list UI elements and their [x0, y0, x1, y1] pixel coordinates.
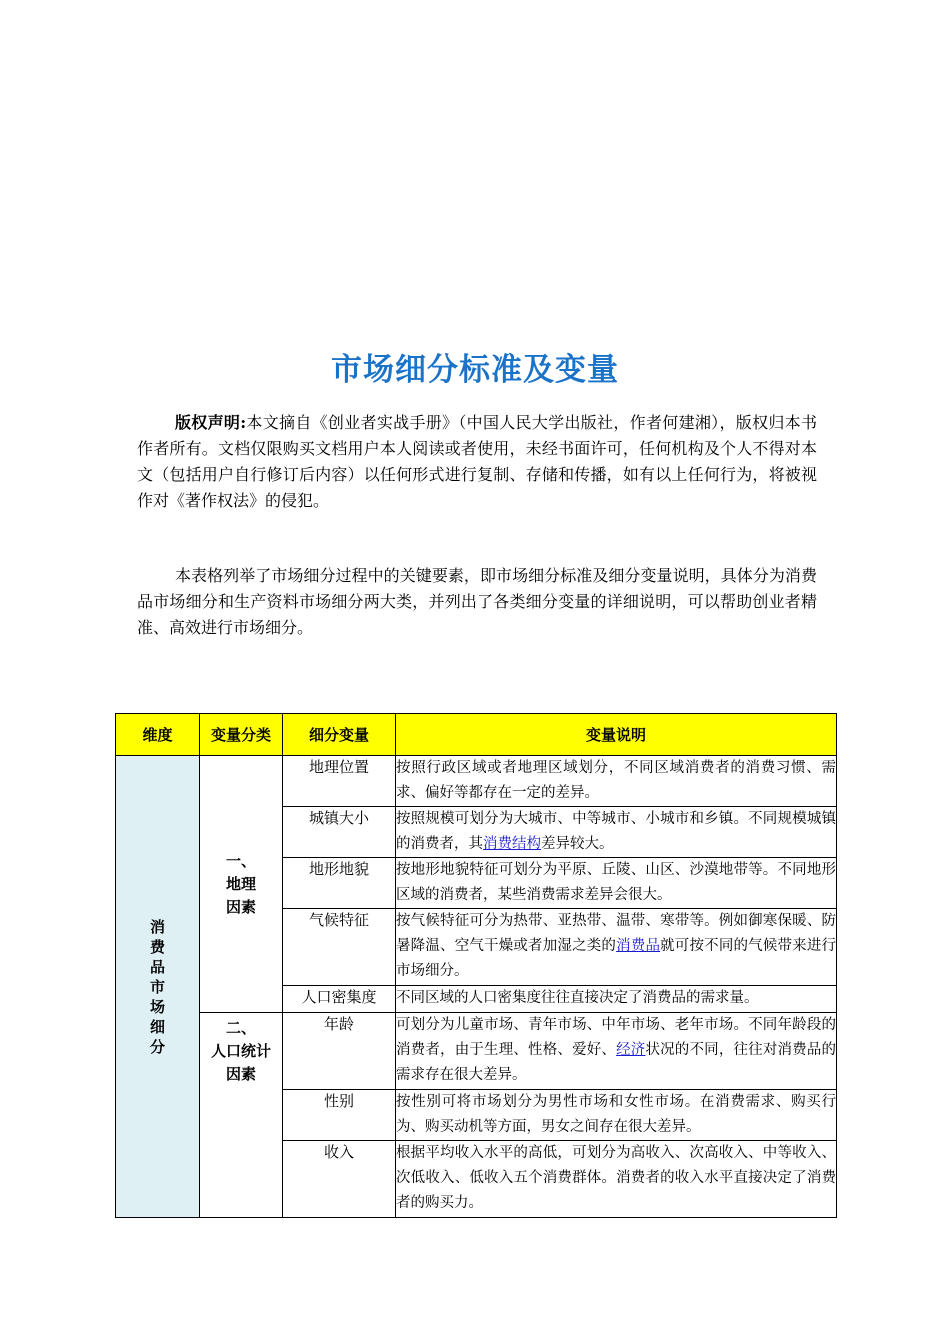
category-geography: 一、 地理 因素 — [200, 756, 283, 1013]
link-economy[interactable]: 经济 — [616, 1042, 646, 1058]
variable-cell: 年龄 — [283, 1013, 396, 1090]
header-description: 变量说明 — [396, 714, 837, 756]
page-title: 市场细分标准及变量 — [331, 352, 619, 388]
variable-cell: 地形地貌 — [283, 858, 396, 909]
description-cell: 按气候特征可分为热带、亚热带、温带、寒带等。例如御寒保暖、防暑降温、空气干燥或者加湿之类的消费品就可按不同的气候带来进行市场细分。 — [396, 909, 837, 986]
dimension-label: 消费品市场细分 — [149, 917, 165, 1056]
copyright-text: 本文摘自《创业者实战手册》（中国人民大学出版社，作者何建湘），版权归本书作者所有。文档仅限购买文档用户本人阅读或者使用，未经书面许可，任何机构及个人不得对本文（包括用户自行修订后内容）以任何形式进行复制、存储和传播，如有以上任何行为，将被视作对《著作权法》的侵犯。 — [137, 413, 817, 510]
description-cell: 按地形地貌特征可划分为平原、丘陵、山区、沙漠地带等。不同地形区域的消费者，某些消费需求差异会很大。 — [396, 858, 837, 909]
description-cell: 按照规模可划分为大城市、中等城市、小城市和乡镇。不同规模城镇的消费者，其消费结构差异较大。 — [396, 807, 837, 858]
variable-cell: 性别 — [283, 1090, 396, 1141]
link-consumer-goods[interactable]: 消费品 — [616, 938, 661, 954]
header-category: 变量分类 — [200, 714, 283, 756]
description-cell: 按性别可将市场划分为男性市场和女性市场。在消费需求、购买行为、购买动机等方面，男女之间存在很大差异。 — [396, 1090, 837, 1141]
segmentation-table — [115, 713, 837, 1218]
table-row — [116, 756, 837, 807]
category-demographics: 二、 人口统计 因素 — [200, 1013, 283, 1218]
header-dimension: 维度 — [116, 714, 200, 756]
link-consumption-structure[interactable]: 消费结构 — [483, 836, 541, 852]
description-cell: 根据平均收入水平的高低，可划分为高收入、次高收入、中等收入、次低收入、低收入五个消费群体。消费者的收入水平直接决定了消费者的购买力。 — [396, 1141, 837, 1218]
copyright-label: 版权声明: — [175, 413, 247, 432]
variable-cell: 城镇大小 — [283, 807, 396, 858]
variable-cell: 人口密集度 — [283, 986, 396, 1013]
description-cell: 按照行政区域或者地理区域划分，不同区域消费者的消费习惯、需求、偏好等都存在一定的差异。 — [396, 756, 837, 807]
description-cell: 不同区域的人口密集度往往直接决定了消费品的需求量。 — [396, 986, 837, 1013]
table-header-row — [116, 714, 837, 756]
intro-paragraph: 本表格列举了市场细分过程中的关键要素，即市场细分标准及细分变量说明，具体分为消费品市场细分和生产资料市场细分两大类，并列出了各类细分变量的详细说明，可以帮助创业者精准、高效进行市场细分。 — [137, 566, 817, 637]
description-cell: 可划分为儿童市场、青年市场、中年市场、老年市场。不同年龄段的消费者，由于生理、性格、爱好、经济状况的不同，往往对消费品的需求存在很大差异。 — [396, 1013, 837, 1090]
header-variable: 细分变量 — [283, 714, 396, 756]
variable-cell: 地理位置 — [283, 756, 396, 807]
variable-cell: 气候特征 — [283, 909, 396, 986]
dimension-cell — [116, 756, 200, 1218]
copyright-paragraph — [137, 410, 817, 514]
variable-cell: 收入 — [283, 1141, 396, 1218]
table-row — [116, 1013, 837, 1090]
